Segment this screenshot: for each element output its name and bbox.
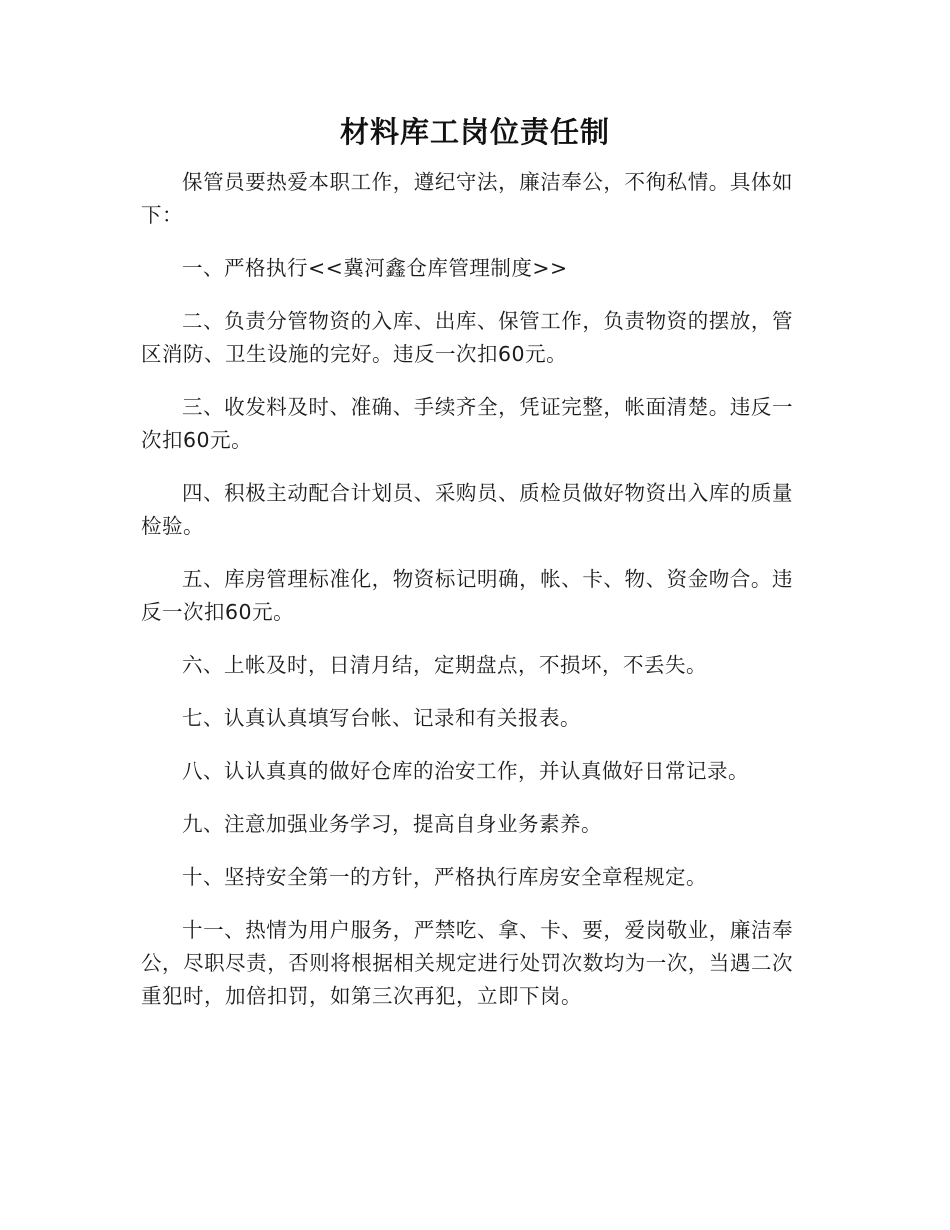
clause-7: 七、认真认真填写台帐、记录和有关报表。	[182, 706, 581, 730]
clause-8: 八、认认真真的做好仓库的治安工作，并认真做好日常记录。	[182, 759, 749, 783]
document-title: 材料库工岗位责任制	[339, 115, 610, 149]
clause-3: 三、收发料及时、准确、手续齐全，凭证完整，帐面清楚。违反一次扣60元。	[141, 395, 793, 452]
clause-11: 十一、热情为用户服务，严禁吃、拿、卡、要，爱岗敬业，廉洁奉公，尽职尽责，否则将根据相关规定进行处罚次数均为一次，当遇二次重犯时，加倍扣罚，如第三次再犯，立即下岗。	[141, 918, 793, 1008]
intro-paragraph: 保管员要热爱本职工作，遵纪守法，廉洁奉公，不徇私情。具体如下：	[141, 170, 793, 227]
clause-10: 十、坚持安全第一的方针，严格执行库房安全章程规定。	[182, 865, 707, 889]
clause-4: 四、积极主动配合计划员、采购员、质检员做好物资出入库的质量检验。	[141, 481, 793, 538]
clause-6: 六、上帐及时，日清月结，定期盘点，不损坏，不丢失。	[182, 653, 707, 677]
clause-2: 二、负责分管物资的入库、出库、保管工作，负责物资的摆放，管区消防、卫生设施的完好。违反一次扣60元。	[141, 309, 793, 366]
document-body	[141, 166, 793, 1033]
clause-1: 一、严格执行<<冀河鑫仓库管理制度>>	[182, 256, 568, 280]
clause-5: 五、库房管理标准化，物资标记明确，帐、卡、物、资金吻合。违反一次扣60元。	[141, 567, 793, 624]
clause-9: 九、注意加强业务学习，提高自身业务素养。	[182, 812, 602, 836]
